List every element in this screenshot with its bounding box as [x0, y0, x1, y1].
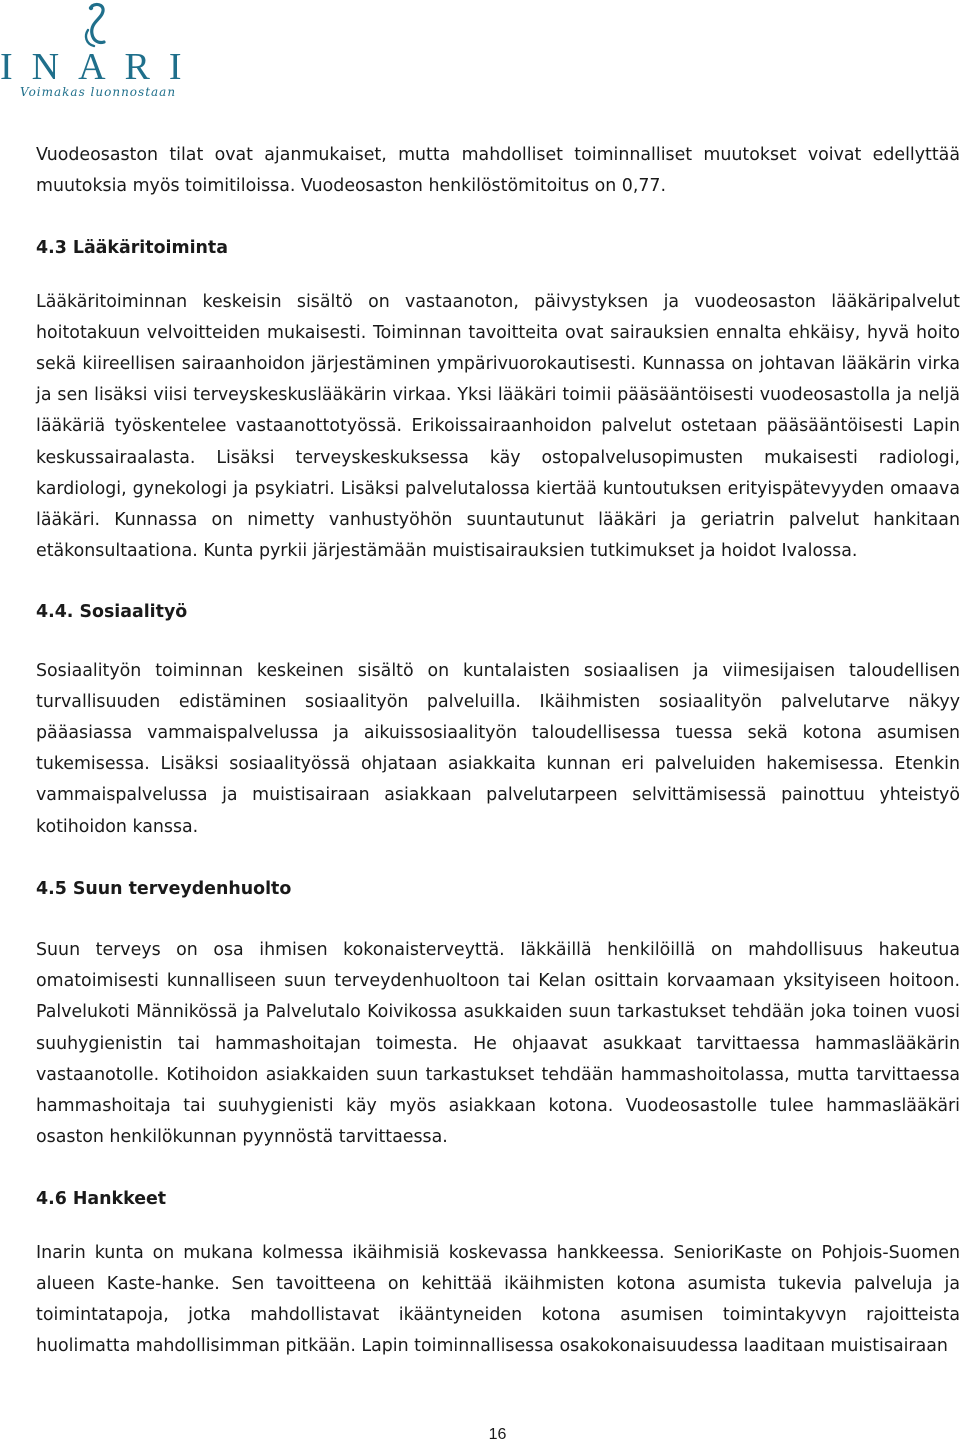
section-heading-hankkeet: 4.6 Hankkeet	[36, 1189, 167, 1210]
section-body-suun-terveydenhuolto: Suun terveys on osa ihmisen kokonaisterveyttä. Iäkkäillä henkilöillä on mahdollisuus hakeutua omatoimisesti kunnalliseen suun terveydenhuoltoon tai Kelan osittain korvaamaan yksityiseen hoitoon. Palvelukoti Männikössä ja Palvelutalo Koivikossa asukkaiden suun tarkastukset tehdään joka toinen vuosi suuhygienistin tai hammashoitajan toimesta. He ohjaavat asukkaat tarvittaessa hammaslääkärin vastaanotolle. Kotihoidon asiakkaiden suun tarkastukset tehdään hammashoitolassa, mutta tarvittaessa hammashoitaja tai suuhygienisti käy myös asiakkaan kotona. Vuodeosastolle tulee hammaslääkäri osaston henkilökunnan pyynnöstä tarvittaessa.	[36, 940, 960, 1148]
logo-wordmark: INARI	[0, 46, 201, 88]
section-body-hankkeet: Inarin kunta on mukana kolmessa ikäihmisiä koskevassa hankkeessa. SenioriKaste on Pohjois-Suomen alueen Kaste-hanke. Sen tavoitteena on kehittää ikäihmisten kotona asumista tukevia palveluja ja toimintatapoja, jotka mahdollistavat ikääntyneiden kotona asumisen toimintakyvyn rajoitteista huolimatta mahdollisimman pitkään. Lapin toiminnallisessa osakokonaisuudessa laaditaan muistisairaan	[36, 1242, 960, 1357]
intro-paragraph: Vuodeosaston tilat ovat ajanmukaiset, mutta mahdolliset toiminnalliset muutokset voivat edellyttää muutoksia myös toimitiloissa. Vuodeosaston henkilöstömitoitus on 0,77.	[36, 145, 960, 197]
document-body	[36, 140, 960, 1363]
page-number: 16	[488, 1426, 507, 1443]
swan-mark-icon	[78, 2, 112, 48]
logo-tagline: Voimakas luonnostaan	[20, 85, 177, 99]
section-body-laakaritoiminta: Lääkäritoiminnan keskeisin sisältö on vastaanoton, päivystyksen ja vuodeosaston lääkäripalvelut hoitotakuun velvoitteiden mukaisesti. Toiminnan tavoitteita ovat sairauksien ennalta ehkäisy, hyvä hoito sekä kiireellisen sairaanhoidon järjestäminen ympärivuorokautisesti. Kunnassa on johtavan lääkärin virka ja sen lisäksi viisi terveyskeskuslääkärin virkaa. Yksi lääkäri toimii pääsääntöisesti vuodeosastolla ja neljä lääkäriä työskentelee vastaanottotyössä. Erikoissairaanhoidon palvelut ostetaan pääsääntöisesti Lapin keskussairaalasta. Lisäksi terveyskeskuksessa käy ostopalvelusopimusten mukaisesti radiologi, kardiologi, gynekologi ja psykiatri. Lisäksi palvelutalossa kiertää kuntoutuksen erityispätevyyden omaava lääkäri. Kunnassa on nimetty vanhustyöhön suuntautunut lääkäri ja geriatrin palvelut hankitaan etäkonsultaationa. Kunta pyrkii järjestämään muistisairauksien tutkimukset ja hoidot Ivalossa.	[36, 291, 960, 562]
section-body-sosiaalityo: Sosiaalityön toiminnan keskeinen sisältö on kuntalaisten sosiaalisen ja viimesijaisen taloudellisen turvallisuuden edistäminen sosiaalityön palveluilla. Ikäihmisten sosiaalityön palvelutarve näkyy pääasiassa vammaispalvelussa ja aikuissosiaalityön taloudellisessa tuessa sekä kotona asumisen tukemisessa. Lisäksi sosiaalityössä ohjataan asiakkaita kunnan eri palveluiden hakemisessa. Etenkin vammaispalvelussa ja muistisairaan asiakkaan palvelutarpeen selvittämisessä painottuu yhteistyö kotihoidon kanssa.	[36, 660, 960, 837]
section-heading-suun-terveydenhuolto: 4.5 Suun terveydenhuolto	[36, 878, 292, 899]
section-heading-sosiaalityo: 4.4. Sosiaalityö	[36, 602, 188, 623]
section-heading-laakaritoiminta: 4.3 Lääkäritoiminta	[36, 238, 228, 259]
inari-logo	[0, 0, 201, 110]
